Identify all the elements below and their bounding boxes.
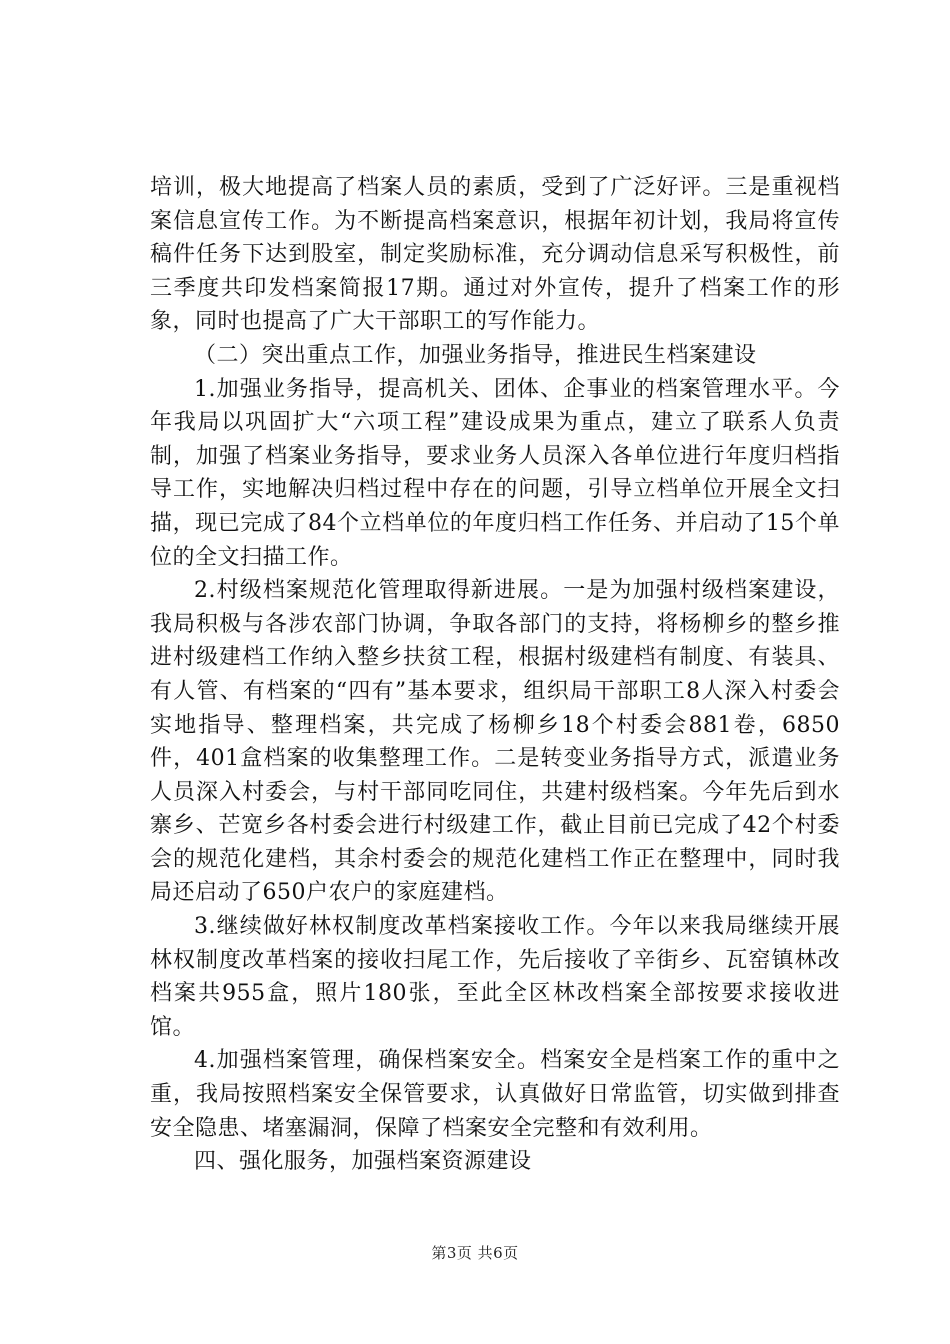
paragraph-continuation: 培训，极大地提高了档案人员的素质，受到了广泛好评。三是重视档案信息宣传工作。为不断提高档案意识，根据年初计划，我局将宣传稿件任务下达到股室，制定奖励标准，充分调动信息采写积极性，前三季度共印发档案简报17期。通过对外宣传，提升了档案工作的形象，同时也提高了广大干部职工的写作能力。 [150,175,840,335]
paragraph-item-3: 3.继续做好林权制度改革档案接收工作。今年以来我局继续开展林权制度改革档案的接收扫尾工作，先后接收了辛街乡、瓦窑镇林改档案共955盒，照片180张，至此全区林改档案全部按要求接收进馆。 [150,914,840,1040]
page-number: 第3页 共6页 [431,1244,519,1262]
paragraph-item-1: 1.加强业务指导，提高机关、团体、企事业的档案管理水平。今年我局以巩固扩大“六项工程”建设成果为重点，建立了联系人负责制，加强了档案业务指导，要求业务人员深入各单位进行年度归档指导工作，实地解决归档过程中存在的问题，引导立档单位开展全文扫描，现已完成了84个立档单位的年度归档工作任务、并启动了15个单位的全文扫描工作。 [150,376,840,570]
document-body [150,171,840,1179]
section-heading-2: （二）突出重点工作，加强业务指导，推进民生档案建设 [194,342,757,368]
paragraph-item-4: 4.加强档案管理，确保档案安全。档案安全是档案工作的重中之重，我局按照档案安全保管要求，认真做好日常监管，切实做到排查安全隐患、堵塞漏洞，保障了档案安全完整和有效利用。 [150,1048,840,1141]
paragraph-item-2: 2.村级档案规范化管理取得新进展。一是为加强村级档案建设，我局积极与各涉农部门协调，争取各部门的支持，将杨柳乡的整乡推进村级建档工作纳入整乡扶贫工程，根据村级建档有制度、有装具、有人管、有档案的“四有”基本要求，组织局干部职工8人深入村委会实地指导、整理档案，共完成了杨柳乡18个村委会881卷，6850件，401盒档案的收集整理工作。二是转变业务指导方式，派遣业务人员深入村委会，与村干部同吃同住，共建村级档案。今年先后到水寨乡、芒宽乡各村委会进行村级建工作，截止目前已完成了42个村委会的规范化建档，其余村委会的规范化建档工作正在整理中，同时我局还启动了650户农户的家庭建档。 [150,578,840,906]
section-heading-4: 四、强化服务，加强档案资源建设 [194,1149,532,1175]
